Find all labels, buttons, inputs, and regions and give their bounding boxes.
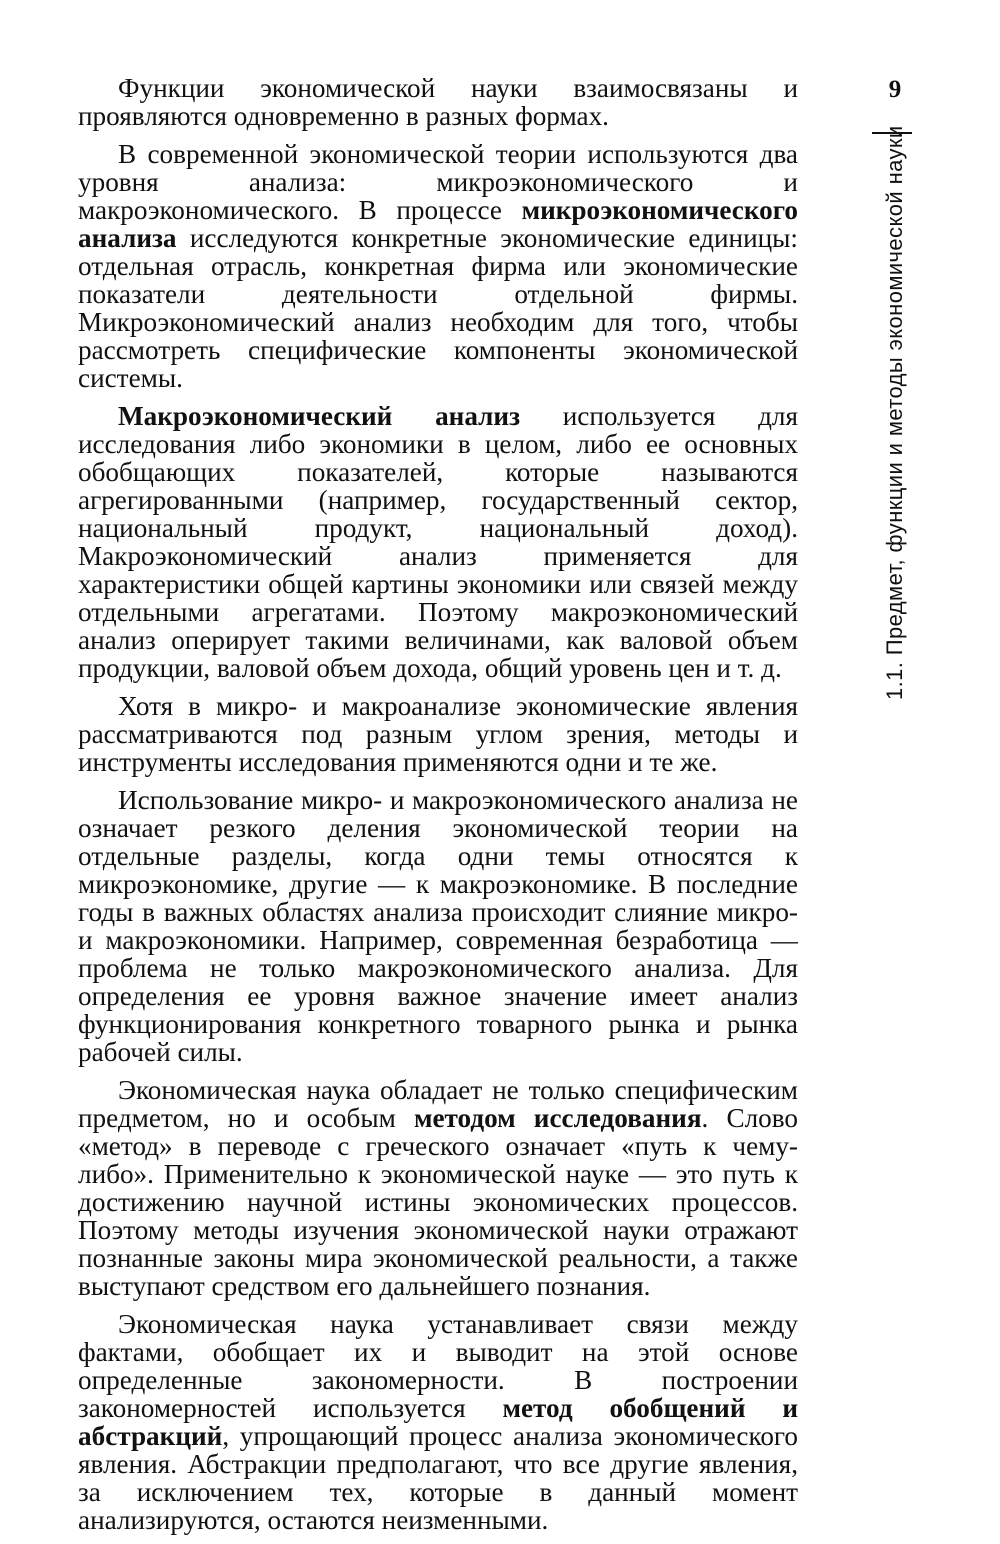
paragraph-7-text-b: , упрощающий процесс анализа экономического явления. Абстракции предполагают, что все другие явления, за исключением тех, которые в данный момент анализируются, остаются неизменными. <box>78 1421 798 1535</box>
body-text <box>78 74 798 1544</box>
paragraph-3-text: используется для исследования либо экономики в целом, либо ее основных обобщающих показателей, которые называются агрегированными (например, государственный сектор, национальный продукт, национальный доход). Макроэкономический анализ применяется для характеристики общей картины экономики или связей между отдельными агрегатами. Поэтому макроэкономический анализ оперирует такими величинами, как валовой объем продукции, валовой объем дохода, общий уровень цен и т. д. <box>78 401 798 683</box>
paragraph-2 <box>78 140 798 392</box>
paragraph-2-text-a: В современной экономической теории используются два уровня анализа: микроэкономического и макроэкономического. В процессе <box>78 139 798 225</box>
paragraph-1: Функции экономической науки взаимосвязаны и проявляются одновременно в разных формах. <box>78 73 798 131</box>
paragraph-4: Хотя в микро- и макроанализе экономические явления рассматриваются под разным углом зрения, методы и инструменты исследования применяются одни и те же. <box>78 691 798 777</box>
paragraph-3 <box>78 402 798 682</box>
term-research-method: методом исследования <box>413 1103 702 1133</box>
paragraph-6-text-a: Экономическая наука обладает не только специфическим предметом, но и особым <box>78 1075 798 1133</box>
paragraph-7 <box>78 1310 798 1534</box>
paragraph-5: Использование микро- и макроэкономического анализа не означает резкого деления экономической теории на отдельные разделы, когда одни темы относятся к микроэкономике, другие — к макроэкономике. В последние годы в важных областях анализа происходит слияние микро- и макроэкономики. Например, современная безработица — проблема не только макроэкономического анализа. Для определения ее уровня важное значение имеет анализ функционирования конкретного товарного рынка и рынка рабочей силы. <box>78 785 798 1067</box>
paragraph-6 <box>78 1076 798 1300</box>
running-head: 1.1. Предмет, функции и методы экономической науки <box>882 125 907 700</box>
page-number: 9 <box>888 76 902 103</box>
term-macroeconomic-analysis: Макроэкономический анализ <box>118 401 520 431</box>
paragraph-6-text-b: . Слово «метод» в переводе с греческого означает «путь к чему-либо». Применительно к экономической науке — это путь к достижению научной истины экономических процессов. Поэтому методы изучения экономической науки отражают познанные законы мира экономической реальности, а также выступают средством его дальнейшего познания. <box>78 1103 798 1301</box>
term-microeconomic-analysis: микроэкономического анализа <box>78 195 798 253</box>
term-generalization-abstraction-method: метод обобщений и абстракций <box>78 1393 799 1451</box>
paragraph-2-text-b: исследуются конкретные экономические единицы: отдельная отрасль, конкретная фирма или экономические показатели деятельности отдельной фирмы. Микроэкономический анализ необходим для того, чтобы рассмотреть специфические компоненты экономической системы. <box>78 223 798 393</box>
paragraph-7-text-a: Экономическая наука устанавливает связи между фактами, обобщает их и выводит на этой основе определенные закономерности. В построении закономерностей используется <box>78 1309 798 1423</box>
